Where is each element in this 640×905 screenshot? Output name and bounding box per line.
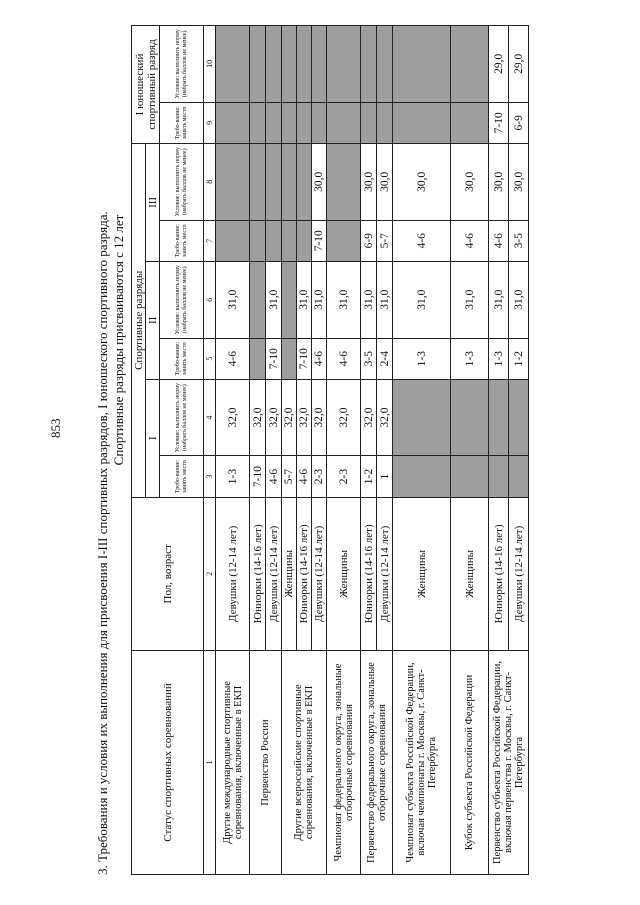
- rank2-points-cell: 31,0: [327, 261, 361, 338]
- rank1-place-cell: 1-2: [361, 456, 377, 497]
- rank1-place-cell: 2-3: [327, 456, 361, 497]
- junior-place-cell: [216, 102, 250, 143]
- junior-points-cell: 29,0: [489, 26, 509, 103]
- header-rank-1: I: [146, 379, 160, 497]
- table-row: [361, 26, 377, 875]
- header-requirement: Требо-вание: занять место: [160, 220, 204, 261]
- rank1-points-cell: 32,0: [216, 379, 250, 456]
- header-requirement: Требо-вание: занять место: [160, 102, 204, 143]
- gender-age-cell: Девушки (12-14 лет): [312, 497, 327, 650]
- column-number: 7: [204, 220, 216, 261]
- rank3-place-cell: [216, 220, 250, 261]
- junior-points-cell: [266, 26, 282, 103]
- rank1-points-cell: 32,0: [282, 379, 297, 456]
- junior-place-cell: [282, 102, 297, 143]
- column-number: 9: [204, 102, 216, 143]
- junior-points-cell: [393, 26, 451, 103]
- junior-place-cell: 6-9: [509, 102, 529, 143]
- rank3-place-cell: 4-6: [393, 220, 451, 261]
- gender-age-cell: Девушки (12-14 лет): [216, 497, 250, 650]
- rank2-place-cell: 7-10: [297, 338, 312, 379]
- junior-points-cell: [377, 26, 393, 103]
- table-row: [327, 26, 361, 875]
- rank3-points-cell: [250, 143, 266, 220]
- column-number: 1: [204, 650, 216, 874]
- junior-place-cell: [250, 102, 266, 143]
- rank3-points-cell: [216, 143, 250, 220]
- rank1-points-cell: 32,0: [377, 379, 393, 456]
- rank1-place-cell: 7-10: [250, 456, 266, 497]
- rank1-place-cell: 4-6: [266, 456, 282, 497]
- junior-place-cell: [361, 102, 377, 143]
- junior-place-cell: [312, 102, 327, 143]
- junior-points-cell: [327, 26, 361, 103]
- rank2-points-cell: 31,0: [451, 261, 489, 338]
- rank3-place-cell: [282, 220, 297, 261]
- rank1-points-cell: 32,0: [250, 379, 266, 456]
- rank3-place-cell: [327, 220, 361, 261]
- rank3-place-cell: [297, 220, 312, 261]
- rank3-place-cell: [250, 220, 266, 261]
- rank1-points-cell: 32,0: [266, 379, 282, 456]
- status-cell: Чемпионат субъекта Российской Федерации, включая чемпионаты г. Москвы, г. Санкт-Петербурга: [393, 650, 451, 874]
- status-cell: Первенство субъекта Российской Федерации, включая первенства г. Москвы, г. Санкт-Петербурга: [489, 650, 529, 874]
- rank1-points-cell: 32,0: [327, 379, 361, 456]
- junior-place-cell: 7-10: [489, 102, 509, 143]
- junior-points-cell: [250, 26, 266, 103]
- rank2-points-cell: 31,0: [393, 261, 451, 338]
- rank3-place-cell: 7-10: [312, 220, 327, 261]
- gender-age-cell: Женщины: [451, 497, 489, 650]
- rank2-points-cell: 31,0: [297, 261, 312, 338]
- status-cell: Первенство федерального округа, зональные отборочные соревнования: [361, 650, 393, 874]
- rank2-points-cell: 31,0: [489, 261, 509, 338]
- rank1-place-cell: 5-7: [282, 456, 297, 497]
- rank2-points-cell: 31,0: [509, 261, 529, 338]
- rank2-place-cell: [250, 338, 266, 379]
- rank2-place-cell: 3-5: [361, 338, 377, 379]
- status-cell: Другие всероссийские спортивные соревнования, включенные в ЕКП: [282, 650, 327, 874]
- rank1-points-cell: [489, 379, 509, 456]
- junior-place-cell: [297, 102, 312, 143]
- rank2-place-cell: 4-6: [312, 338, 327, 379]
- rank3-place-cell: 5-7: [377, 220, 393, 261]
- rank2-points-cell: 31,0: [377, 261, 393, 338]
- rank1-points-cell: [393, 379, 451, 456]
- column-number: 6: [204, 261, 216, 338]
- rank3-points-cell: 30,0: [393, 143, 451, 220]
- rank1-place-cell: [393, 456, 451, 497]
- column-number: 2: [204, 497, 216, 650]
- table-row: [250, 26, 266, 875]
- rank2-place-cell: 7-10: [266, 338, 282, 379]
- rank2-place-cell: [282, 338, 297, 379]
- rank1-place-cell: 4-6: [297, 456, 312, 497]
- header-sports-ranks: Спортивные разряды: [132, 143, 146, 497]
- rank3-place-cell: [266, 220, 282, 261]
- requirements-table: [131, 25, 529, 875]
- status-cell: Кубок субъекта Российской Федерации: [451, 650, 489, 874]
- gender-age-cell: Юниорки (14-16 лет): [361, 497, 377, 650]
- table-row: [393, 26, 451, 875]
- rank2-points-cell: [250, 261, 266, 338]
- header-condition: Условие: выполнить норму (набрать баллов не менее): [160, 379, 204, 456]
- section-heading: 3. Требования и условия их выполнения для присвоения I-III спортивных разрядов, I юношеского спортивного разряда.: [95, 211, 110, 875]
- rank3-points-cell: 30,0: [361, 143, 377, 220]
- rank3-points-cell: 30,0: [489, 143, 509, 220]
- table-row: [489, 26, 509, 875]
- junior-place-cell: [377, 102, 393, 143]
- junior-points-cell: [312, 26, 327, 103]
- rank1-place-cell: [509, 456, 529, 497]
- rotated-page-content: [95, 25, 570, 875]
- rank2-place-cell: 1-2: [509, 338, 529, 379]
- rank2-place-cell: 1-3: [489, 338, 509, 379]
- junior-place-cell: [266, 102, 282, 143]
- rank1-points-cell: 32,0: [361, 379, 377, 456]
- rank2-place-cell: 4-6: [327, 338, 361, 379]
- rank2-place-cell: 4-6: [216, 338, 250, 379]
- rank3-points-cell: 30,0: [377, 143, 393, 220]
- rank3-points-cell: [297, 143, 312, 220]
- status-cell: Первенство России: [250, 650, 282, 874]
- rank3-points-cell: [327, 143, 361, 220]
- rank2-points-cell: 31,0: [216, 261, 250, 338]
- gender-age-cell: Женщины: [327, 497, 361, 650]
- rank2-points-cell: [282, 261, 297, 338]
- table-row: [282, 26, 297, 875]
- rank3-points-cell: 30,0: [451, 143, 489, 220]
- gender-age-cell: Женщины: [282, 497, 297, 650]
- rank3-points-cell: 30,0: [312, 143, 327, 220]
- gender-age-cell: Девушки (12-14 лет): [509, 497, 529, 650]
- header-status: Статус спортивных соревнований: [132, 650, 204, 874]
- rank3-place-cell: 3-5: [509, 220, 529, 261]
- table-row: [216, 26, 250, 875]
- junior-points-cell: [361, 26, 377, 103]
- column-number: 10: [204, 26, 216, 103]
- header-rank-2: II: [146, 261, 160, 379]
- rank2-place-cell: 1-3: [393, 338, 451, 379]
- rank2-points-cell: 31,0: [312, 261, 327, 338]
- table-subheading: Спортивные разряды присваиваются с 12 лет: [111, 214, 126, 466]
- rank2-place-cell: 2-4: [377, 338, 393, 379]
- junior-points-cell: [216, 26, 250, 103]
- junior-points-cell: [282, 26, 297, 103]
- header-condition: Условие: выполнить норму (набрать баллов не менее): [160, 143, 204, 220]
- gender-age-cell: Девушки (12-14 лет): [377, 497, 393, 650]
- header-requirement: Требо-вание: занять место: [160, 456, 204, 497]
- header-condition: Условие: выполнить норму (набрать баллов не менее): [160, 26, 204, 103]
- rank3-points-cell: 30,0: [509, 143, 529, 220]
- rank1-place-cell: 1-3: [216, 456, 250, 497]
- rank3-place-cell: 6-9: [361, 220, 377, 261]
- column-number: 8: [204, 143, 216, 220]
- rank3-points-cell: [266, 143, 282, 220]
- rank3-place-cell: 4-6: [489, 220, 509, 261]
- gender-age-cell: Женщины: [393, 497, 451, 650]
- column-number: 5: [204, 338, 216, 379]
- rank1-points-cell: [451, 379, 489, 456]
- junior-points-cell: [451, 26, 489, 103]
- rank1-points-cell: 32,0: [297, 379, 312, 456]
- rank2-place-cell: 1-3: [451, 338, 489, 379]
- junior-place-cell: [327, 102, 361, 143]
- rank1-points-cell: 32,0: [312, 379, 327, 456]
- gender-age-cell: Юниорки (14-16 лет): [489, 497, 509, 650]
- header-gender-age: Пол, возраст: [132, 497, 204, 650]
- gender-age-cell: Юниорки (14-16 лет): [297, 497, 312, 650]
- junior-place-cell: [451, 102, 489, 143]
- status-cell: Чемпионат федерального округа, зональные отборочные соревнования: [327, 650, 361, 874]
- status-cell: Другие международные спортивные соревнования, включенные в ЕКП: [216, 650, 250, 874]
- gender-age-cell: Юниорки (14-16 лет): [250, 497, 266, 650]
- junior-points-cell: 29,0: [509, 26, 529, 103]
- rank3-place-cell: 4-6: [451, 220, 489, 261]
- rank1-place-cell: 1: [377, 456, 393, 497]
- column-number: 3: [204, 456, 216, 497]
- header-requirement: Требо-вание: занять место: [160, 338, 204, 379]
- table-row: [451, 26, 489, 875]
- rank1-place-cell: 2-3: [312, 456, 327, 497]
- junior-points-cell: [297, 26, 312, 103]
- rank1-points-cell: [509, 379, 529, 456]
- page-number: 853: [48, 418, 63, 438]
- header-rank-junior: I юношеский спортивный разряд: [132, 26, 160, 144]
- junior-place-cell: [393, 102, 451, 143]
- header-condition: Условие: выполнить норму (набрать баллов не менее): [160, 261, 204, 338]
- rank2-points-cell: 31,0: [361, 261, 377, 338]
- rank3-points-cell: [282, 143, 297, 220]
- column-number: 4: [204, 379, 216, 456]
- rank1-place-cell: [489, 456, 509, 497]
- header-rank-3: III: [146, 143, 160, 261]
- gender-age-cell: Девушки (12-14 лет): [266, 497, 282, 650]
- rank2-points-cell: 31,0: [266, 261, 282, 338]
- rank1-place-cell: [451, 456, 489, 497]
